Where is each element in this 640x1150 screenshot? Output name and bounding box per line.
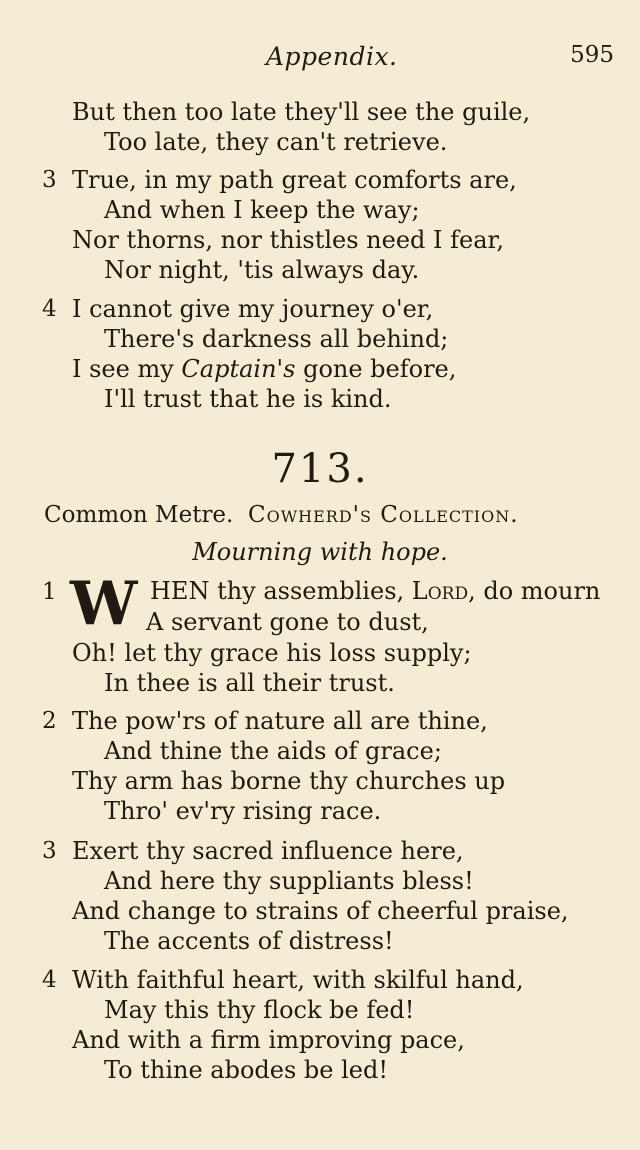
stanza-number: 3: [42, 167, 57, 193]
verse-line: True, in my path great comforts are,: [72, 166, 517, 194]
verse-line: Thy arm has borne thy churches up: [72, 767, 506, 795]
page-header: [260, 40, 620, 80]
source-collection: Cowherd's Collection.: [247, 502, 519, 528]
hymn-subtitle: Mourning with hope.: [192, 538, 448, 566]
verse-line: The accents of distress!: [104, 927, 394, 955]
stanza-number: 4: [42, 967, 57, 993]
running-title: Appendix.: [266, 42, 398, 71]
verse-text: gone before,: [295, 355, 457, 383]
verse-line: I cannot give my journey o'er,: [72, 295, 434, 323]
verse-small-caps: Lord: [411, 577, 469, 605]
verse-line: May this thy flock be fed!: [104, 996, 415, 1024]
verse-text: I see my: [72, 355, 182, 383]
verse-line: And here thy suppliants bless!: [104, 867, 474, 895]
verse-line: With faithful heart, with skilful hand,: [72, 966, 524, 994]
verse-line: Thro' ev'ry rising race.: [104, 797, 382, 825]
verse-line: [72, 354, 456, 384]
verse-line: The pow'rs of nature all are thine,: [72, 707, 488, 735]
drop-cap: W: [70, 569, 138, 639]
verse-line: I'll trust that he is kind.: [104, 385, 392, 413]
verse-line: [150, 577, 600, 605]
verse-line: Oh! let thy grace his loss supply;: [72, 639, 472, 667]
verse-line: And with a firm improving pace,: [72, 1026, 465, 1054]
verse-line: In thee is all their trust.: [104, 669, 395, 697]
stanza-number: 2: [42, 708, 57, 734]
stanza-number: 4: [42, 296, 57, 322]
verse-line: Nor night, 'tis always day.: [104, 256, 420, 284]
verse-line: Too late, they can't retrieve.: [104, 128, 448, 156]
metre: Common Metre.: [44, 502, 234, 528]
verse-line: And when I keep the way;: [104, 196, 420, 224]
stanza-number: 3: [42, 838, 57, 864]
verse-line: Exert thy sacred influence here,: [72, 837, 464, 865]
verse-line: To thine abodes be led!: [104, 1056, 389, 1084]
page-number: 595: [570, 42, 614, 68]
verse-emphasis: Captain's: [181, 355, 296, 383]
verse-line: And change to strains of cheerful praise,: [72, 897, 569, 925]
verse-text: , do mourn: [468, 577, 601, 605]
verse-line: And thine the aids of grace;: [104, 737, 442, 765]
verse-line: But then too late they'll see the guile,: [72, 98, 531, 126]
verse-text: HEN thy assemblies,: [150, 577, 412, 605]
verse-line: There's darkness all behind;: [104, 325, 449, 353]
verse-line: Nor thorns, nor thistles need I fear,: [72, 226, 504, 254]
metre-line: [44, 502, 519, 528]
verse-line: A servant gone to dust,: [146, 608, 429, 636]
stanza-number: 1: [42, 579, 57, 605]
hymn-number: 713.: [271, 446, 369, 492]
